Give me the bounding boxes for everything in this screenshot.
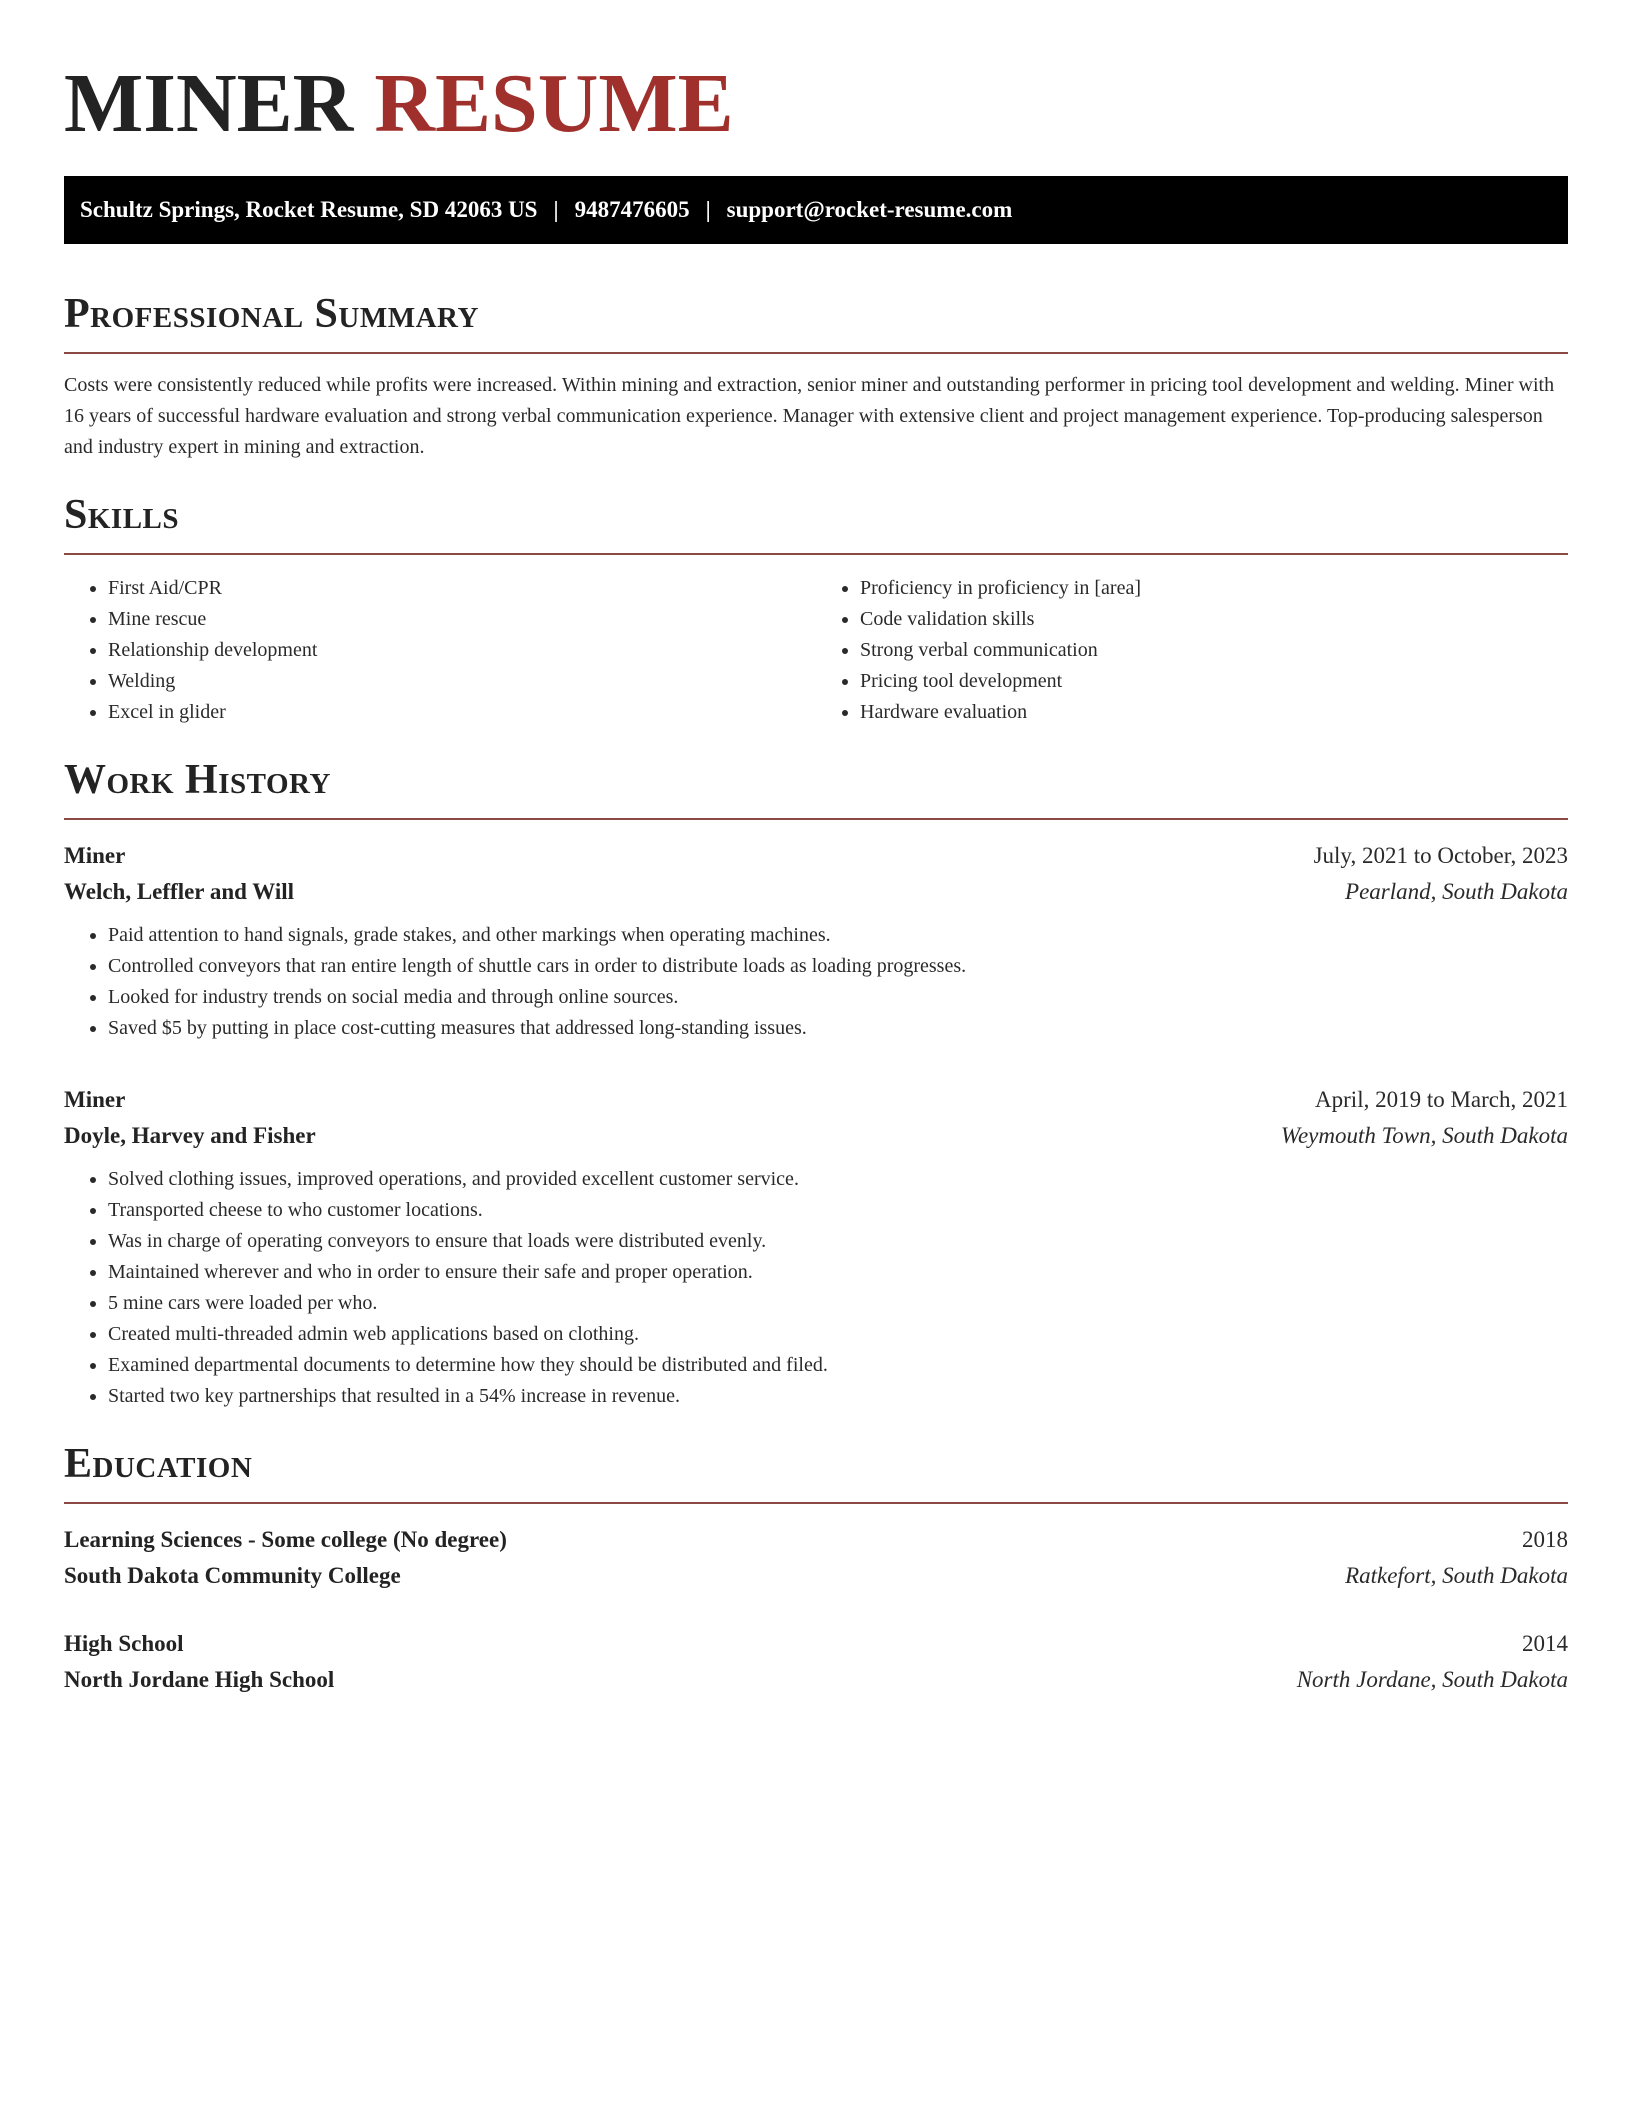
- education-school: South Dakota Community College: [64, 1563, 401, 1588]
- job-bullet: • Maintained wherever and who in order to ensure their safe and proper operation.: [108, 1257, 1568, 1288]
- job-bullets: [64, 1164, 1568, 1412]
- job-dates: April, 2019 to March, 2021: [1315, 1087, 1568, 1112]
- job-bullet: • Controlled conveyors that ran entire length of shuttle cars in order to distribute loads as loading progresses.: [108, 951, 1568, 982]
- skill-item: • First Aid/CPR: [108, 573, 816, 604]
- resume-name: [64, 56, 1568, 152]
- job-location: Pearland, South Dakota: [1345, 879, 1568, 904]
- education-school: North Jordane High School: [64, 1667, 335, 1692]
- summary-section: [64, 288, 1568, 463]
- education-section: [64, 1438, 1568, 1698]
- job-bullet: • Examined departmental documents to determine how they should be distributed and filed.: [108, 1350, 1568, 1381]
- skills-section: [64, 489, 1568, 728]
- job-bullets: [64, 920, 1568, 1044]
- skill-item: • Welding: [108, 666, 816, 697]
- contact-phone: 9487476605: [574, 197, 690, 222]
- skill-item: • Code validation skills: [860, 604, 1568, 635]
- job-bullet: • Looked for industry trends on social media and through online sources.: [108, 982, 1568, 1013]
- skill-item: • Relationship development: [108, 635, 816, 666]
- education-location: North Jordane, South Dakota: [1296, 1667, 1568, 1692]
- job-bullet: • 5 mine cars were loaded per who.: [108, 1288, 1568, 1319]
- summary-text: Costs were consistently reduced while profits were increased. Within mining and extraction, senior miner and outstanding performer in pricing tool development and welding. Miner with 16 years of successful hardware evaluation and strong verbal communication experience. Manager with extensive client and project management experience. Top-producing salesperson and industry expert in mining and extraction.: [64, 374, 1555, 458]
- education-header: [64, 1626, 1568, 1662]
- education-entry: [64, 1522, 1568, 1594]
- job-company: Doyle, Harvey and Fisher: [64, 1123, 316, 1148]
- education-title: Education: [64, 1441, 253, 1487]
- skill-item: • Strong verbal communication: [860, 635, 1568, 666]
- job-bullet: • Started two key partnerships that resulted in a 54% increase in revenue.: [108, 1381, 1568, 1412]
- contact-separator: |: [705, 197, 711, 222]
- contact-address: Schultz Springs, Rocket Resume, SD 42063 US: [80, 197, 538, 222]
- job-bullet: • Created multi-threaded admin web applications based on clothing.: [108, 1319, 1568, 1350]
- education-subheader: [64, 1558, 1568, 1594]
- skills-list-left: [64, 573, 816, 728]
- work-title: Work History: [64, 757, 331, 803]
- contact-separator: |: [553, 197, 559, 222]
- job-entry: [64, 838, 1568, 1044]
- skills-title: Skills: [64, 492, 180, 538]
- job-header: [64, 838, 1568, 874]
- first-name: MINER: [64, 57, 354, 150]
- education-degree: High School: [64, 1631, 184, 1656]
- job-subheader: [64, 1118, 1568, 1154]
- job-company: Welch, Leffler and Will: [64, 879, 295, 904]
- section-divider: [64, 818, 1568, 820]
- contact-email[interactable]: support@rocket-resume.com: [726, 197, 1013, 222]
- education-entry: [64, 1626, 1568, 1698]
- skill-item: • Mine rescue: [108, 604, 816, 635]
- last-name: RESUME: [374, 57, 734, 150]
- education-year: 2014: [1522, 1631, 1568, 1656]
- skill-item: • Pricing tool development: [860, 666, 1568, 697]
- education-location: Ratkefort, South Dakota: [1345, 1563, 1568, 1588]
- job-role: Miner: [64, 1087, 126, 1112]
- job-subheader: [64, 874, 1568, 910]
- section-divider: [64, 352, 1568, 354]
- skills-list-right: [816, 573, 1568, 728]
- education-year: 2018: [1522, 1527, 1568, 1552]
- job-dates: July, 2021 to October, 2023: [1313, 843, 1568, 868]
- job-header: [64, 1082, 1568, 1118]
- work-section: [64, 754, 1568, 1412]
- summary-title: Professional Summary: [64, 291, 479, 337]
- section-divider: [64, 1502, 1568, 1504]
- job-bullet: • Was in charge of operating conveyors to ensure that loads were distributed evenly.: [108, 1226, 1568, 1257]
- contact-bar: [64, 176, 1568, 244]
- skill-item: • Proficiency in proficiency in [area]: [860, 573, 1568, 604]
- skill-item: • Hardware evaluation: [860, 697, 1568, 728]
- skill-item: • Excel in glider: [108, 697, 816, 728]
- job-bullet: • Transported cheese to who customer locations.: [108, 1195, 1568, 1226]
- job-role: Miner: [64, 843, 126, 868]
- job-bullet: • Paid attention to hand signals, grade stakes, and other markings when operating machines.: [108, 920, 1568, 951]
- education-subheader: [64, 1662, 1568, 1698]
- job-bullet: • Solved clothing issues, improved operations, and provided excellent customer service.: [108, 1164, 1568, 1195]
- education-degree: Learning Sciences - Some college (No degree): [64, 1527, 507, 1552]
- education-header: [64, 1522, 1568, 1558]
- section-divider: [64, 553, 1568, 555]
- job-location: Weymouth Town, South Dakota: [1280, 1123, 1568, 1148]
- job-entry: [64, 1082, 1568, 1412]
- job-bullet: • Saved $5 by putting in place cost-cutting measures that addressed long-standing issues.: [108, 1013, 1568, 1044]
- skills-columns: [64, 573, 1568, 728]
